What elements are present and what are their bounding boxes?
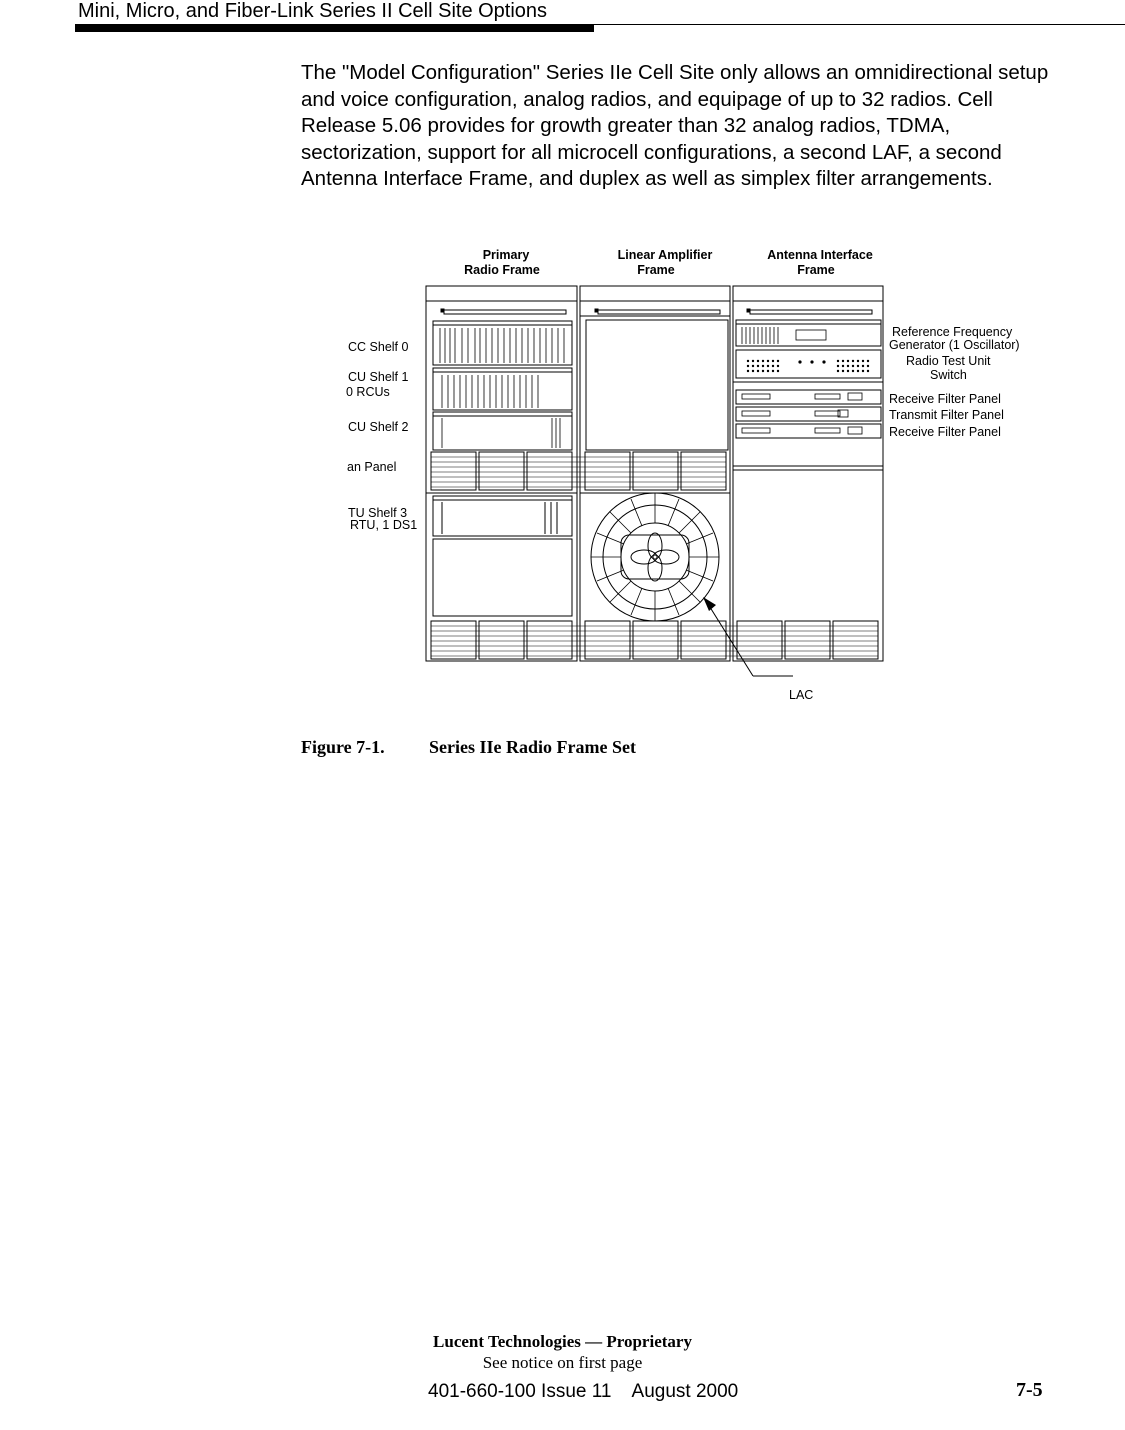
label-receive-filter-2: Receive Filter Panel xyxy=(889,425,1001,439)
body-paragraph: The "Model Configuration" Series IIe Cell Site only allows an omnidirectional setup and voice configuration, analog radios, and equipage of up to 32 radios. Cell Release 5.06 provides for growth greater than 32 analog radios, TDMA, sectorization, support for all microcell configurations, a second LAF, a second Antenna Interface Frame, and duplex as well as simplex filter arrangements. xyxy=(301,61,1049,191)
receive-filter-panel-2 xyxy=(736,424,881,438)
running-head: Mini, Micro, and Fiber-Link Series II Cell Site Options xyxy=(78,0,548,22)
antenna-interface-frame xyxy=(733,286,883,661)
label-fan-panel: an Panel xyxy=(347,460,397,474)
label-rcus: 0 RCUs xyxy=(346,385,390,399)
label-receive-filter-1: Receive Filter Panel xyxy=(889,392,1001,406)
label-tu-shelf-3: TU Shelf 3 xyxy=(348,506,408,520)
header-aif-line2: Frame xyxy=(797,263,835,277)
footer-notice: See notice on first page xyxy=(482,1353,643,1372)
header-laf-line2: Frame xyxy=(637,263,675,277)
label-radio-test-line2: Switch xyxy=(930,368,967,382)
cc-shelf-0 xyxy=(433,321,572,365)
label-lac: LAC xyxy=(789,688,814,702)
label-cu-shelf-1: CU Shelf 1 xyxy=(348,370,409,384)
label-cu-shelf-2: CU Shelf 2 xyxy=(348,420,409,434)
figure-caption-title: Series IIe Radio Frame Set xyxy=(429,737,636,757)
radio-test-unit-switch xyxy=(736,350,881,378)
transmit-filter-panel xyxy=(736,407,881,421)
label-radio-test-line1: Radio Test Unit xyxy=(906,354,991,368)
header-primary-line2: Radio Frame xyxy=(464,263,540,277)
footer-company: Lucent Technologies — Proprietary xyxy=(433,1332,692,1351)
header-laf-line1: Linear Amplifier xyxy=(617,248,713,262)
page-number: 7-5 xyxy=(1016,1379,1043,1401)
label-transmit-filter: Transmit Filter Panel xyxy=(889,408,1004,422)
lac-fan xyxy=(591,493,719,621)
label-ref-freq-line2: Generator (1 Oscillator) xyxy=(889,338,1020,352)
figure-caption xyxy=(301,737,636,758)
label-cc-shelf-0: CC Shelf 0 xyxy=(348,340,409,354)
label-ref-freq-line1: Reference Frequency xyxy=(892,325,1013,339)
figure-caption-number: Figure 7-1. xyxy=(301,737,385,757)
cu-shelf-2 xyxy=(433,412,572,450)
lac-arrowhead xyxy=(703,597,716,611)
header-primary-line1: Primary xyxy=(482,248,530,262)
footer-issue-info: 401-660-100 Issue 11 August 2000 xyxy=(428,1381,739,1402)
primary-radio-frame xyxy=(426,286,577,661)
label-rtu-ds1: RTU, 1 DS1 xyxy=(350,518,418,532)
receive-filter-panel-1 xyxy=(736,390,881,404)
header-aif-line1: Antenna Interface xyxy=(767,248,873,262)
